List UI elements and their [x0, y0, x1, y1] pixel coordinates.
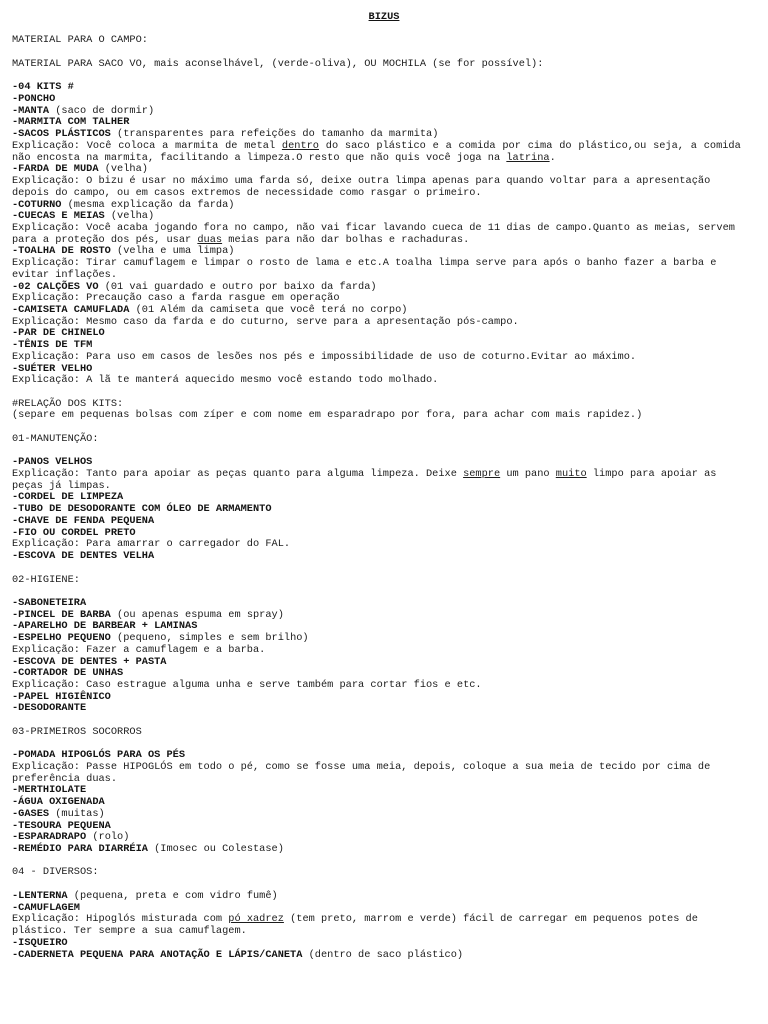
kits-relation-note: (separe em pequenas bolsas com zíper e com nome em esparadrapo por fora, para achar com mais rapidez.)	[12, 409, 643, 422]
item-name: -CAMISETA CAMUFLADA	[12, 303, 130, 316]
explanation-line: Explicação: Caso estrague alguma unha e serve também para cortar fios e etc.	[12, 678, 482, 691]
item-name: -ESCOVA DE DENTES VELHA	[12, 550, 155, 563]
material-heading: MATERIAL PARA O CAMPO:	[12, 34, 148, 47]
document-page	[12, 12, 756, 961]
item-name: -COTURNO	[12, 198, 62, 211]
list-item	[12, 703, 756, 715]
title-text: BIZUS	[368, 11, 400, 23]
list-item	[12, 809, 756, 821]
explanation-line: Explicação: Precaução caso a farda rasgue em operação	[12, 292, 340, 305]
explanation-line: peças já limpas.	[12, 479, 111, 492]
item-note: (velha)	[98, 163, 148, 176]
item-name: -CUECAS E MEIAS	[12, 210, 105, 223]
underlined-word: sempre	[463, 468, 501, 481]
list-item	[12, 950, 756, 962]
explanation-text: meias para não dar bolhas e rachaduras.	[222, 233, 470, 246]
item-name: -REMÉDIO PARA DIARRÉIA	[12, 843, 148, 856]
section-heading-manutencao: 01-MANUTENÇÃO:	[12, 432, 99, 445]
section-heading-primeiros-socorros: 03-PRIMEIROS SOCORROS	[12, 725, 142, 738]
item-note: (saco de dormir)	[49, 104, 155, 117]
blank-line	[12, 71, 756, 83]
item-name: -TOALHA DE ROSTO	[12, 245, 111, 258]
explanation-line: plástico. Ter sempre a sua camuflagem.	[12, 925, 247, 938]
item-name: -PAPEL HIGIÊNICO	[12, 690, 111, 703]
explanation-line: preferência duas.	[12, 772, 118, 785]
list-item	[12, 692, 756, 704]
item-name: -SUÉTER VELHO	[12, 362, 93, 375]
blank-line	[12, 856, 756, 868]
list-item	[12, 844, 756, 856]
explanation-line: Explicação: Fazer a camuflagem e a barba.	[12, 643, 266, 656]
item-name: -ISQUEIRO	[12, 936, 68, 949]
explanation-line: Explicação: Você acaba jogando fora no campo, não vai ficar lavando cueca de 11 dias de campo.Quanto as meias, servem	[12, 221, 735, 234]
item-name: -CORTADOR DE UNHAS	[12, 667, 124, 680]
item-name: -LENTERNA	[12, 889, 68, 902]
item-name: -PAR DE CHINELO	[12, 327, 105, 340]
list-item	[12, 551, 756, 563]
item-name: -MERTHIOLATE	[12, 784, 87, 797]
explanation-text: não encosta na marmita, facilitando a limpeza.O resto que não quis você joga na	[12, 151, 507, 164]
explanation-text: limpo para apoiar as	[586, 468, 717, 481]
blank-line	[12, 446, 756, 458]
item-name: -CORDEL DE LIMPEZA	[12, 491, 124, 504]
blank-line	[12, 586, 756, 598]
explanation-line: Explicação: Tirar camuflagem e limpar o rosto de lama e etc.A toalha limpa serve para após o banho fazer a barba e	[12, 257, 717, 270]
item-name: -CHAVE DE FENDA PEQUENA	[12, 514, 155, 527]
blank-line	[12, 563, 756, 575]
item-name: -ESPELHO PEQUENO	[12, 632, 111, 645]
explanation-text: para a proteção dos pés, usar	[12, 233, 198, 246]
material-bag-line: MATERIAL PARA SACO VO, mais aconselhável, (verde-oliva), OU MOCHILA (se for possível):	[12, 57, 544, 70]
item-name: -SABONETEIRA	[12, 596, 87, 609]
item-name: -PINCEL DE BARBA	[12, 608, 111, 621]
item-name: -FARDA DE MUDA	[12, 163, 99, 176]
item-note: (pequena, preta e com vidro fumê)	[67, 889, 278, 902]
blank-line	[12, 422, 756, 434]
list-item	[12, 797, 756, 809]
item-name: -SACOS PLÁSTICOS	[12, 128, 111, 141]
explanation-line: Explicação: A lã te manterá aquecido mesmo você estando todo molhado.	[12, 374, 439, 387]
item-name: -ESCOVA DE DENTES + PASTA	[12, 655, 167, 668]
kit-item	[12, 328, 756, 340]
item-note: (pequeno, simples e sem brilho)	[110, 632, 309, 645]
explanation-line: Explicação: Para uso em casos de lesões nos pés e impossibilidade de uso de coturno.Evitar ao máximo.	[12, 350, 637, 363]
explanation-text: do saco plástico e a comida por cima do plástico,ou seja, a comida	[318, 139, 741, 152]
explanation-line	[12, 469, 756, 481]
item-note: (muitas)	[49, 807, 105, 820]
explanation-text: .	[549, 151, 556, 164]
explanation-line: depois do campo, ou em casos extremos de necessidade como rasgar o primeiro.	[12, 186, 482, 199]
kit-heading: -04 KITS #	[12, 81, 74, 94]
kits-relation-heading: #RELAÇÃO DOS KITS:	[12, 397, 124, 410]
explanation-line: Explicação: O bizu é usar no máximo uma farda só, deixe outra limpa apenas para quando voltar para a apresentação	[12, 175, 711, 188]
item-name: -FIO OU CORDEL PRETO	[12, 526, 136, 539]
underlined-word: pó xadrez	[228, 913, 284, 926]
item-note: (dentro de saco plástico)	[302, 948, 464, 961]
underlined-word: muito	[555, 468, 587, 481]
explanation-text: Explicação: Hipoglós misturada com	[12, 913, 229, 926]
explanation-text: Explicação: Você coloca a marmita de metal	[12, 139, 282, 152]
blank-line	[12, 387, 756, 399]
item-name: -PONCHO	[12, 93, 56, 106]
explanation-line: Explicação: Para amarrar o carregador do FAL.	[12, 538, 291, 551]
item-name: -MANTA	[12, 104, 50, 117]
underlined-word: duas	[197, 233, 223, 246]
list-item	[12, 785, 756, 797]
item-name: -TUBO DE DESODORANTE COM ÓLEO DE ARMAMENTO	[12, 503, 272, 516]
item-note: (ou apenas espuma em spray)	[110, 608, 284, 621]
underlined-word: dentro	[281, 139, 319, 152]
kit-item	[12, 305, 756, 317]
explanation-line: evitar inflações.	[12, 268, 118, 281]
section-heading-higiene: 02-HIGIENE:	[12, 573, 80, 586]
item-name: -APARELHO DE BARBEAR + LAMINAS	[12, 620, 198, 633]
document-title	[12, 12, 756, 24]
item-note: (01 vai guardado e outro por baixo da farda)	[98, 280, 377, 293]
underlined-word: latrina	[506, 151, 550, 164]
list-item	[12, 891, 756, 903]
item-note: (rolo)	[86, 831, 130, 844]
item-note: (velha e uma limpa)	[110, 245, 235, 258]
item-name: -POMADA HIPOGLÓS PARA OS PÉS	[12, 749, 186, 762]
item-name: -02 CALÇÕES VO	[12, 280, 99, 293]
explanation-text: um pano	[500, 468, 556, 481]
item-note: (mesma explicação da farda)	[61, 198, 235, 211]
explanation-text: Explicação: Tanto para apoiar as peças quanto para alguma limpeza. Deixe	[12, 468, 464, 481]
item-note: (transparentes para refeições do tamanho da marmita)	[110, 128, 439, 141]
item-note: (velha)	[104, 210, 155, 223]
item-name: -MARMITA COM TALHER	[12, 116, 130, 129]
explanation-text: (tem preto, marrom e verde) fácil de carregar em pequenos potes de	[283, 913, 698, 926]
item-name: -GASES	[12, 807, 50, 820]
item-name: -DESODORANTE	[12, 702, 87, 715]
item-name: -TÊNIS DE TFM	[12, 339, 93, 352]
item-note: (01 Além da camiseta que você terá no corpo)	[129, 303, 408, 316]
item-name: -PANOS VELHOS	[12, 456, 93, 469]
item-name: -ESPARADRAPO	[12, 831, 87, 844]
item-name: -TESOURA PEQUENA	[12, 819, 111, 832]
explanation-line: Explicação: Passe HIPOGLÓS em todo o pé, como se fosse uma meia, depois, coloque a sua meia de tecido por cima de	[12, 761, 711, 773]
item-note: (Imosec ou Colestase)	[147, 843, 284, 856]
item-name: -CAMUFLAGEM	[12, 901, 80, 914]
explanation-line: Explicação: Mesmo caso da farda e do cuturno, serve para a apresentação pós-campo.	[12, 315, 519, 328]
section-heading-diversos: 04 - DIVERSOS:	[12, 866, 99, 879]
list-item	[12, 657, 756, 669]
item-name: -CADERNETA PEQUENA PARA ANOTAÇÃO E LÁPIS/CANETA	[12, 948, 303, 961]
item-name: -ÁGUA OXIGENADA	[12, 796, 105, 809]
